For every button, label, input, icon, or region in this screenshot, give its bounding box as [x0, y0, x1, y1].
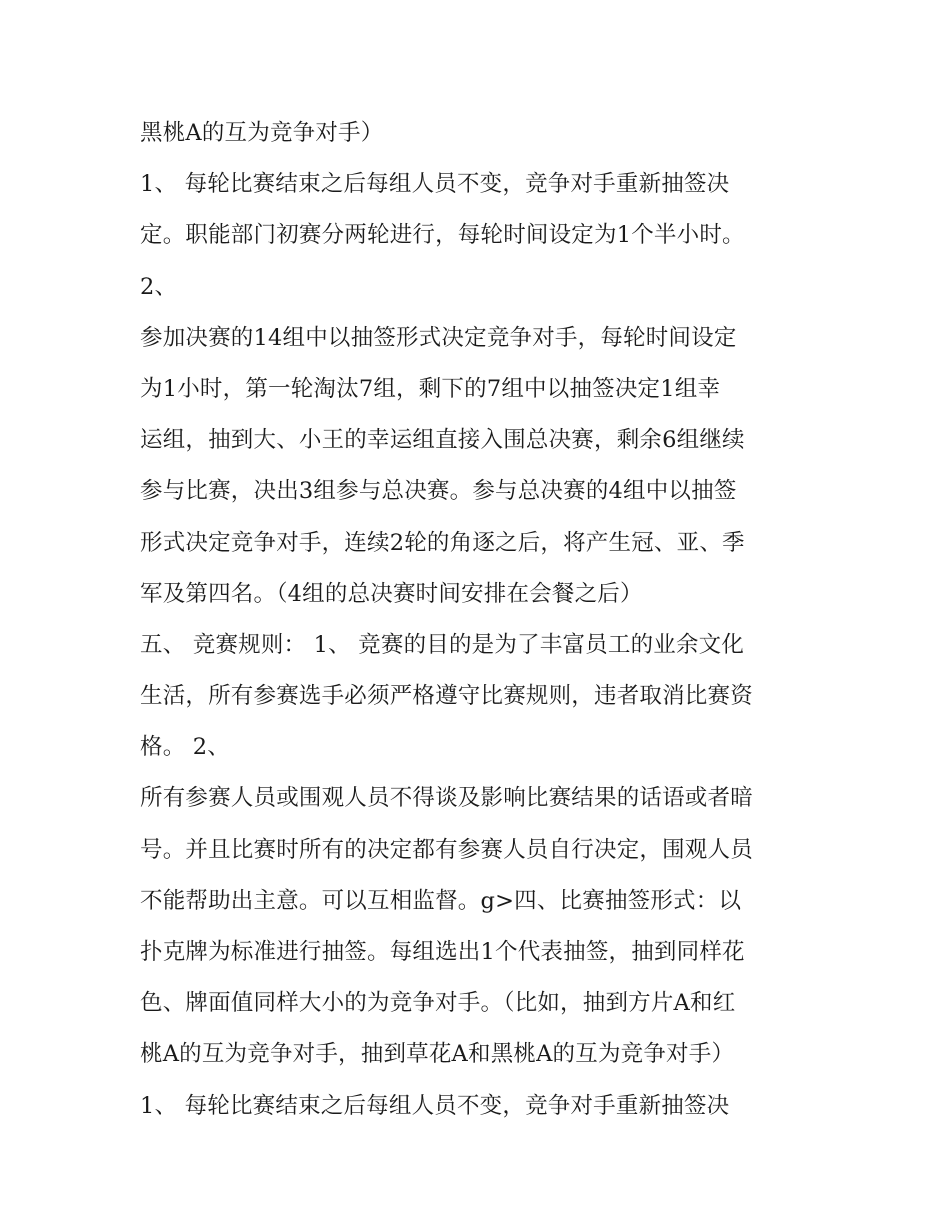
text-line: 运组，抽到大、小王的幸运组直接入围总决赛，剩余6组继续 — [140, 427, 745, 454]
text-line: 号。并且比赛时所有的决定都有参赛人员自行决定，围观人员 — [140, 836, 753, 863]
text-line: 1、 每轮比赛结束之后每组人员不变，竞争对手重新抽签决 — [140, 171, 730, 198]
text-line: 五、 竞赛规则： 1、 竞赛的目的是为了丰富员工的业余文化 — [140, 631, 745, 658]
text-line: 军及第四名。（4组的总决赛时间安排在会餐之后） — [140, 580, 643, 607]
text-line: 色、牌面值同样大小的为竞争对手。（比如，抽到方片A和红 — [140, 990, 736, 1017]
text-line: 生活，所有参赛选手必须严格遵守比赛规则，违者取消比赛资 — [140, 683, 753, 710]
text-line: 黑桃A的互为竞争对手） — [140, 120, 384, 146]
text-line: 参与比赛，决出3组参与总决赛。参与总决赛的4组中以抽签 — [140, 478, 737, 505]
text-line: 扑克牌为标准进行抽签。每组选出1个代表抽签，抽到同样花 — [140, 939, 745, 965]
text-line: 桃A的互为竞争对手，抽到草花A和黑桃A的互为竞争对手） — [140, 1041, 735, 1068]
text-line: 为1小时，第一轮淘汰7组，剩下的7组中以抽签决定1组幸 — [140, 375, 721, 402]
text-line: 定。职能部门初赛分两轮进行，每轮时间设定为1个半小时。 — [140, 222, 745, 249]
text-line: 不能帮助出主意。可以互相监督。g>四、比赛抽签形式：以 — [140, 887, 742, 914]
text-line: 形式决定竞争对手，连续2轮的角逐之后，将产生冠、亚、季 — [140, 529, 745, 556]
text-line: 格。 2、 — [140, 734, 230, 761]
text-line: 2、 — [140, 273, 178, 300]
text-line: 1、 每轮比赛结束之后每组人员不变，竞争对手重新抽签决 — [140, 1092, 730, 1119]
document-body — [140, 108, 820, 1132]
text-line: 所有参赛人员或围观人员不得谈及影响比赛结果的话语或者暗 — [140, 785, 753, 812]
text-line: 参加决赛的14组中以抽签形式决定竞争对手，每轮时间设定 — [140, 324, 737, 351]
